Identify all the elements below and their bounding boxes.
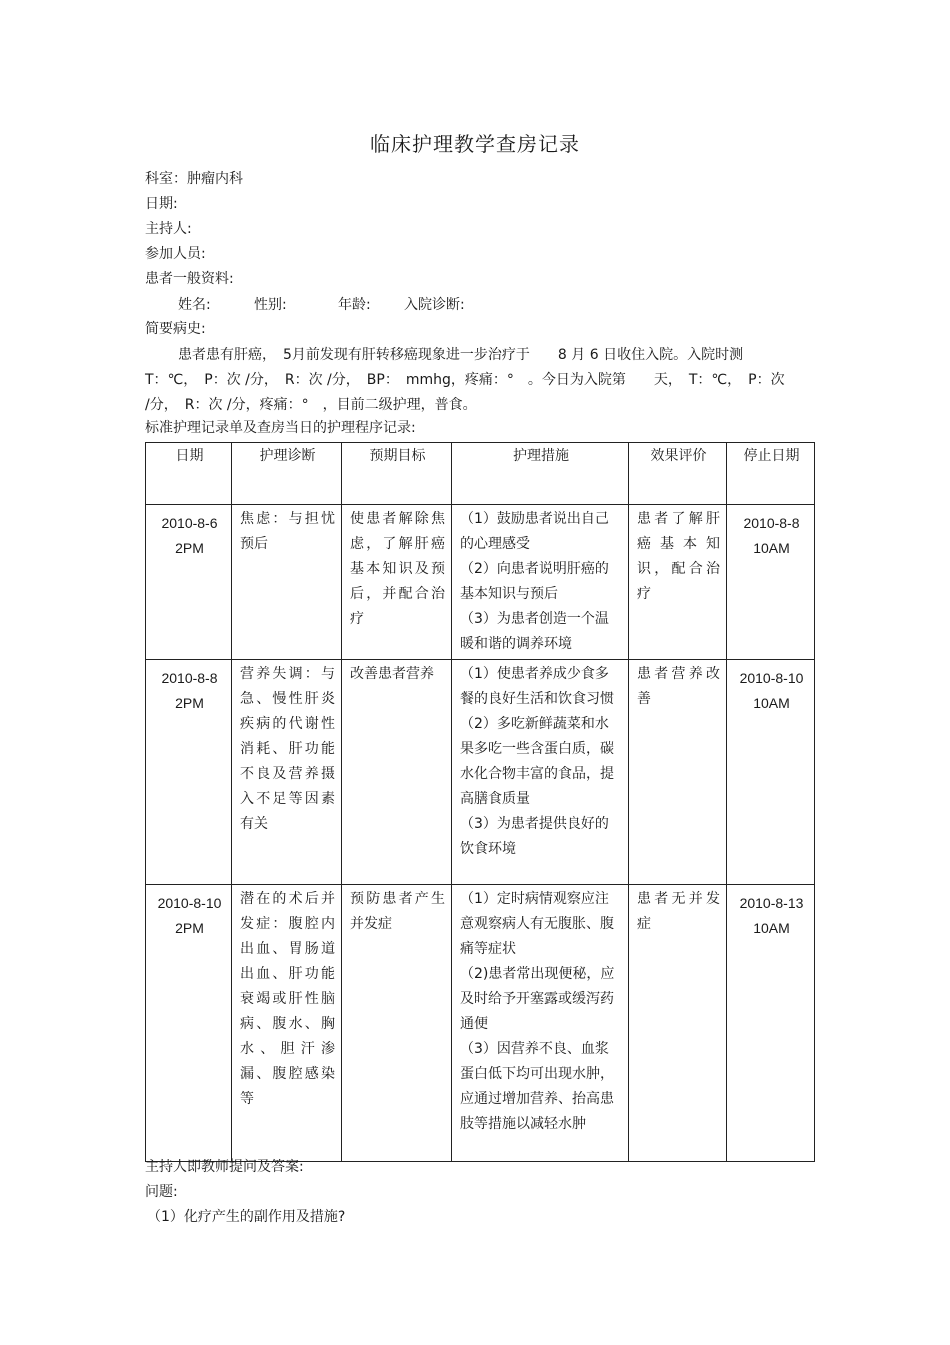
stop-date-value: 2010-8-13: [739, 895, 804, 911]
header-evaluation: 效果评价: [629, 443, 727, 505]
row-stop-date: [727, 885, 815, 1162]
stop-date-value: 2010-8-8: [743, 515, 800, 531]
stop-time-value: 10AM: [753, 695, 790, 711]
row-diagnosis: 营养失调：与急、慢性肝炎疾病的代谢性消耗、肝功能不良及营养摄入不足等因素有关: [232, 660, 342, 885]
question-1: （1）化疗产生的副作用及措施?: [147, 1209, 346, 1225]
history-label: 简要病史:: [145, 321, 206, 337]
date-value: 2010-8-6: [161, 515, 218, 531]
stop-date-value: 2010-8-10: [739, 670, 804, 686]
document-title: 临床护理教学查房记录: [370, 132, 580, 156]
measure-item: （2）多吃新鲜蔬菜和水果多吃一些含蛋白质，碳水化合物丰富的食品，提高膳食质量: [460, 716, 614, 807]
header-measures: 护理措施: [452, 443, 629, 505]
table-caption: 标准护理记录单及查房当日的护理程序记录:: [145, 420, 416, 436]
history-line-3: /分， R：次 /分，疼痛：° ，目前二级护理，普食。: [145, 397, 477, 413]
measure-item: （1）定时病情观察应注意观察病人有无腹胀、腹痛等症状: [460, 891, 614, 957]
row-goal: 使患者解除焦虑，了解肝癌基本知识及预后，并配合治疗: [342, 505, 452, 660]
host-line: 主持人:: [145, 221, 192, 237]
age-field: 年龄:: [338, 297, 371, 313]
nursing-record-table: [145, 442, 815, 1162]
header-date: 日期: [146, 443, 232, 505]
row-diagnosis: 焦虑：与担忧预后: [232, 505, 342, 660]
measure-item: （1）鼓励患者说出自己的心理感受: [460, 511, 609, 552]
header-diagnosis: 护理诊断: [232, 443, 342, 505]
table-row: [146, 885, 815, 1162]
diagnosis-field: 入院诊断:: [404, 297, 465, 313]
row-date: [146, 505, 232, 660]
history-line-1: 患者患有肝癌， 5月前发现有肝转移癌现象进一步治疗于 8 月 6 日收住入院。入院时测: [178, 347, 744, 363]
stop-time-value: 10AM: [753, 920, 790, 936]
row-stop-date: [727, 660, 815, 885]
time-value: 2PM: [175, 920, 204, 936]
row-date: [146, 885, 232, 1162]
row-diagnosis: 潜在的术后并发症：腹腔内出血、胃肠道出血、肝功能衰竭或肝性脑病、腹水、胸水、胆汗渗漏、腹腔感染等: [232, 885, 342, 1162]
row-measures: [452, 505, 629, 660]
measure-item: （3）为患者提供良好的饮食环境: [460, 816, 609, 857]
row-measures: [452, 660, 629, 885]
row-evaluation: 患者无并发症: [629, 885, 727, 1162]
row-evaluation: 患者营养改善: [629, 660, 727, 885]
row-goal: 改善患者营养: [342, 660, 452, 885]
question-label: 问题:: [145, 1184, 178, 1200]
time-value: 2PM: [175, 695, 204, 711]
measure-item: （2）向患者说明肝癌的基本知识与预后: [460, 561, 609, 602]
date-line: 日期:: [145, 196, 178, 212]
row-measures: [452, 885, 629, 1162]
table-row: [146, 660, 815, 885]
row-date: [146, 660, 232, 885]
department-line: 科室：肿瘤内科: [145, 171, 243, 187]
row-stop-date: [727, 505, 815, 660]
sex-field: 性别:: [254, 297, 287, 313]
header-goal: 预期目标: [342, 443, 452, 505]
time-value: 2PM: [175, 540, 204, 556]
table-row: [146, 505, 815, 660]
qa-heading: 主持人即教师提问及答案:: [145, 1159, 304, 1175]
stop-time-value: 10AM: [753, 540, 790, 556]
table-header-row: [146, 443, 815, 505]
measure-item: （3）因营养不良、血浆蛋白低下均可出现水肿，应通过增加营养、抬高患肢等措施以减轻水肿: [460, 1041, 614, 1132]
row-evaluation: 患者了解肝癌基本知识，配合治疗: [629, 505, 727, 660]
history-line-2: T：℃， P：次 /分， R：次 /分， BP： mmhg，疼痛：° 。今日为入院第 天， T：℃， P：次: [145, 372, 785, 388]
date-value: 2010-8-10: [157, 895, 222, 911]
date-value: 2010-8-8: [161, 670, 218, 686]
measure-item: （1）使患者养成少食多餐的良好生活和饮食习惯: [460, 666, 614, 707]
measure-item: （2)患者常出现便秘，应及时给予开塞露或缓泻药通便: [460, 966, 615, 1032]
participants-line: 参加人员:: [145, 246, 206, 262]
measure-item: （3）为患者创造一个温暖和谐的调养环境: [460, 611, 609, 652]
name-field: 姓名:: [178, 297, 211, 313]
general-info-line: 患者一般资料:: [145, 271, 234, 287]
header-stop-date: 停止日期: [727, 443, 815, 505]
row-goal: 预防患者产生并发症: [342, 885, 452, 1162]
